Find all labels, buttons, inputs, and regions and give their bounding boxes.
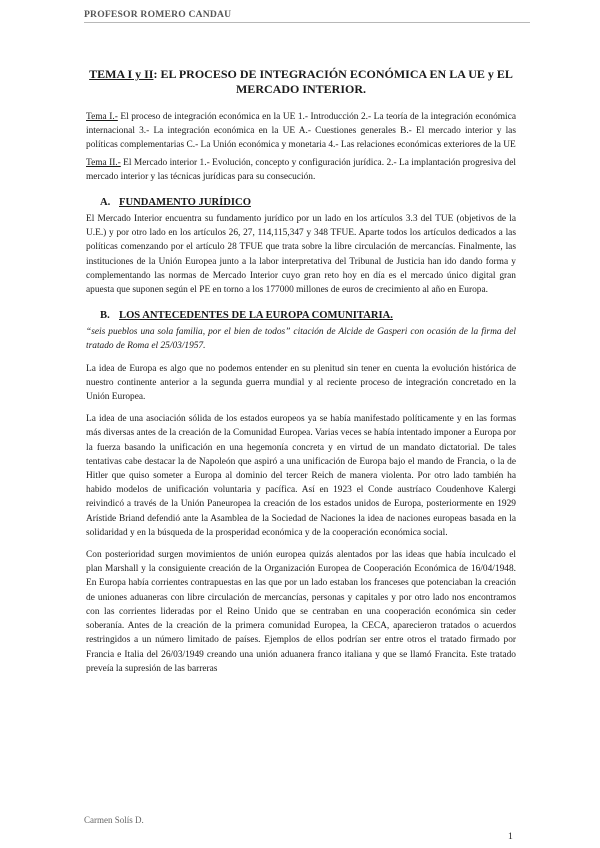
section-a-title: FUNDAMENTO JURÍDICO [119, 197, 251, 209]
section-a-paragraph: El Mercado Interior encuentra su fundamento jurídico por un lado en los artículos 3.3 del TUE (objetivos de la U.E.) y por otro lado en los artículos 26, 27, 114,115,347 y 348 TFUE. Aparte todos los artículos dedicados a las políticas comenzando por el artículo 28 TFUE que trata sobre la libre circulación de mercancías. Finalmente, las instituciones de la Unión Europea junto a la labor interpretativa del Tribunal de Justicia han ido dando forma y complementando las normas de Mercado Interior cuyo gran reto hoy en día es el mercado único digital gran apuesta que suponen según el PE en torno a los 177000 millones de euros de crecimiento al año en Europa. [86, 214, 516, 296]
section-b-paragraph: Con posterioridad surgen movimientos de unión europea quizás alentados por las ideas que había inculcado el plan Marshall y la consiguiente creación de la Organización Europea de Cooperación Económica de 16/04/1948. En Europa había corrientes contrapuestas en las que por un lado estaban los franceses que potenciaban la creación de uniones aduaneras con libre circulación de mercancías, personas y capitales y por otro lado nos encontramos con las corrientes lideradas por el Reino Unido que se centraban en una cooperación económica sin ceder soberanía. Antes de la creación de la primera comunidad Europea, la CECA, aparecieron tratados o acuerdos restringidos a un número limitado de países. Ejemplos de ellos podrían ser entre otros el tratado firmado por Francia e Italia del 26/03/1949 creando una unión aduanera franco italiana y que se llamó Francita. Este tratado preveía la supresión de las barreras [86, 550, 516, 674]
page-header: PROFESOR ROMERO CANDAU [84, 9, 232, 20]
section-b-paragraph: La idea de Europa es algo que no podemos entender en su plenitud sin tener en cuenta la evolución histórica de nuestro continente anterior a la segunda guerra mundial y al reciente proceso de integración concretado en la Unión Europea. [86, 363, 516, 403]
page-body [86, 67, 516, 676]
header-divider [84, 22, 530, 23]
section-b-heading [100, 309, 516, 322]
topic-text: El Mercado interior 1.- Evolución, concepto y configuración jurídica. 2.- La implantación progresiva del mercado interior y las técnicas jurídicas para su consecución. [86, 157, 516, 182]
section-b-quote: “seis pueblos una sola familia, por el bien de todos” citación de Alcide de Gasperi con ocasión de la firma del tratado de Roma el 25/03/1957. [86, 327, 516, 352]
section-b-paragraph: La idea de una asociación sólida de los estados europeos ya se había manifestado políticamente y en las formas más diversas antes de la creación de la Comunidad Europea. Varias veces se había intentado imponer a Europa por la fuerza basando la unificación en una hegemonía concreta y en virtud de un mandato dictatorial. De tales tentativas cabe destacar la de Napoleón que aspiró a una unificación de Europa bajo el mando de Francia, o la de Hitler que quiso someter a Europa al dominio del tercer Reich de manera violenta. Por otro lado también ha habido modelos de unificación voluntaria y pacífica. Así en 1923 el Conde austríaco Coudenhove Kalergi reivindicó a través de la Unión Paneuropea la creación de los estados unidos de Europa, posteriormente en 1929 Arístide Briand defendió ante la Asamblea de la Sociedad de Naciones la idea de naciones europeas basada en la solidaridad y en la búsqueda de la prosperidad económica y de la cooperación económica social. [86, 414, 516, 538]
topics-list [86, 110, 516, 184]
section-b-title: LOS ANTECEDENTES DE LA EUROPA COMUNITARIA. [119, 310, 393, 322]
topic-label: Tema I.- [86, 112, 118, 122]
topic-item [86, 156, 516, 184]
page-number: 1 [508, 831, 513, 842]
title-tema: TEMA I y II [89, 67, 154, 81]
topic-label: Tema II.- [86, 157, 121, 168]
topic-text: El proceso de integración económica en la UE 1.- Introducción 2.- La teoría de la integración económica internacional 3.- La integración económica en la UE A.- Cuestiones generales B.- El mercado interior y las políticas complementarias C.- La Unión económica y monetaria 4.- Las relaciones económicas exteriores de la UE [86, 112, 516, 151]
title-rest: : EL PROCESO DE INTEGRACIÓN ECONÓMICA EN LA UE y EL MERCADO INTERIOR. [153, 67, 513, 96]
section-a-heading [100, 196, 516, 209]
document-title [86, 67, 516, 97]
topic-item [86, 110, 516, 153]
footer-author: Carmen Solís D. [84, 815, 144, 825]
section-b-letter: B. [100, 310, 110, 322]
section-a-letter: A. [100, 197, 111, 209]
